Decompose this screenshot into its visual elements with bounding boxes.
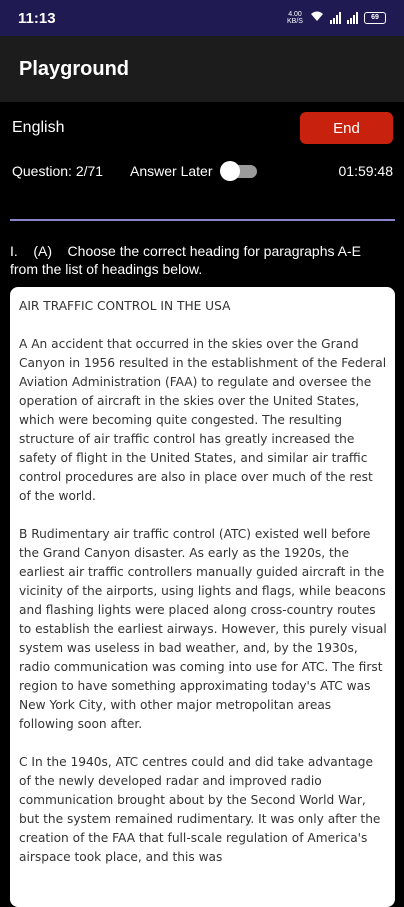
- app-bar: [0, 36, 404, 102]
- page-title: Playground: [19, 58, 130, 80]
- question-instruction: I. (A) Choose the correct heading for paragraphs A-E from the list of headings below.: [10, 243, 365, 277]
- status-time: 11:13: [18, 10, 56, 27]
- signal-icon-sim2: [347, 12, 358, 24]
- status-icons: [286, 10, 386, 25]
- answer-later-toggle[interactable]: [220, 161, 257, 181]
- passage-paragraph-b: B Rudimentary air traffic control (ATC) existed well before the Grand Canyon disaster. As early as the 1920s, the earliest air traffic controllers manually guided aircraft in the vicinity of the airports, using lights and flags, while beacons and flashing lights were placed along cross-country routes to establish the earliest airways. However, this purely visual system was useless in bad weather, and, by the 1930s, radio communication was coming into use for ATC. The first region to have something approximating today's ATC was New York City, with other major metropolitan areas following soon after.: [19, 527, 387, 731]
- end-button[interactable]: End: [300, 112, 393, 144]
- language-selector[interactable]: English: [12, 119, 65, 136]
- status-bar: [0, 0, 404, 36]
- divider: [10, 219, 395, 221]
- countdown-timer: 01:59:48: [338, 163, 393, 179]
- passage-title: AIR TRAFFIC CONTROL IN THE USA: [19, 299, 231, 313]
- wifi-icon: [310, 10, 324, 25]
- battery-icon: 69: [364, 12, 386, 24]
- answer-later-label: Answer Later: [130, 163, 213, 179]
- passage-paragraph-a: A An accident that occurred in the skies over the Grand Canyon in 1956 resulted in the establishment of the Federal Aviation Administration (FAA) to regulate and oversee the operation of aircraft in the skies over the United States, which were becoming quite congested. The resulting structure of air traffic control has greatly increased the safety of flight in the United States, and similar air traffic control procedures are also in place over much of the rest of the world.: [19, 337, 387, 503]
- question-counter: Question: 2/71: [12, 163, 104, 179]
- reading-passage[interactable]: [10, 287, 395, 907]
- passage-paragraph-c: C In the 1940s, ATC centres could and did take advantage of the newly developed radar and improved radio communication brought about by the Second World War, but the system remained rudimentary. It was only after the creation of the FAA that full-scale regulation of America's airspace took place, and this was: [19, 755, 381, 864]
- signal-icon-sim1: [330, 12, 341, 24]
- toggle-knob: [220, 161, 240, 181]
- net-speed: 4.00 KB/S: [287, 10, 303, 25]
